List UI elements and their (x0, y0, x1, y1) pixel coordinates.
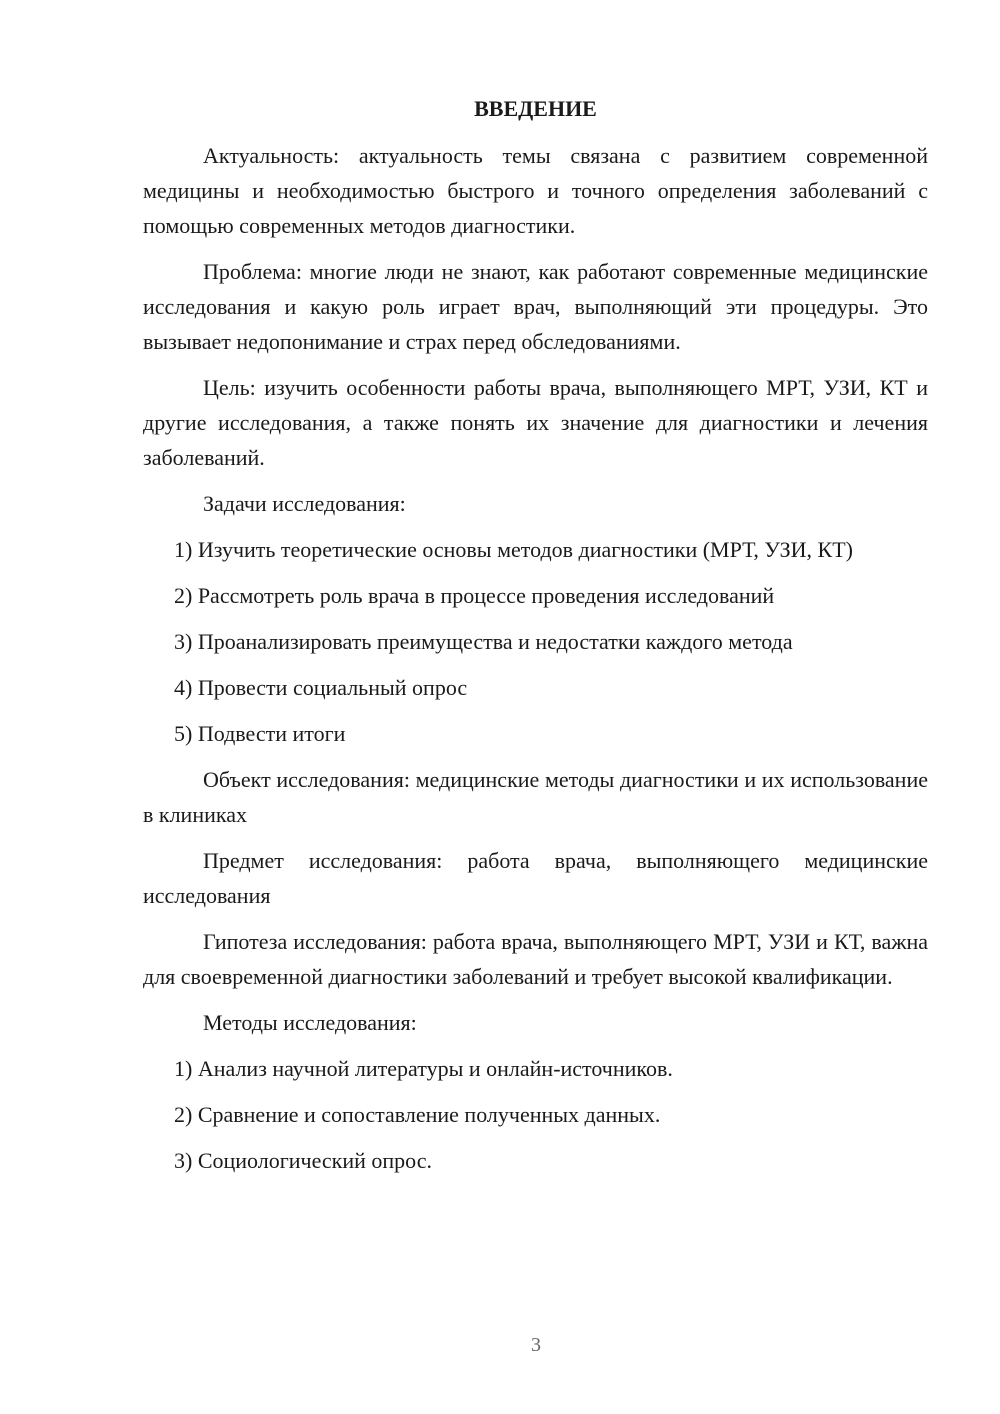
method-item-3: 3) Социологический опрос. (174, 1148, 432, 1173)
task-item-3: 3) Проанализировать преимущества и недостатки каждого метода (174, 629, 793, 654)
object-paragraph: Объект исследования: медицинские методы диагностики и их использование в клиниках (143, 767, 928, 827)
subject-paragraph: Предмет исследования: работа врача, выполняющего медицинские исследования (143, 848, 928, 908)
problem-paragraph: Проблема: многие люди не знают, как работают современные медицинские исследования и какую роль играет врач, выполняющий эти процедуры. Это вызывает недопонимание и страх перед обследованиями. (143, 259, 928, 354)
task-item-4: 4) Провести социальный опрос (174, 675, 468, 700)
tasks-heading: Задачи исследования: (203, 491, 406, 516)
page-number: 3 (531, 1334, 541, 1356)
task-item-2: 2) Рассмотреть роль врача в процессе проведения исследований (174, 583, 775, 608)
task-item-5: 5) Подвести итоги (174, 721, 346, 746)
method-item-2: 2) Сравнение и сопоставление полученных данных. (174, 1102, 661, 1127)
hypothesis-paragraph: Гипотеза исследования: работа врача, выполняющего МРТ, УЗИ и КТ, важна для своевременной диагностики заболеваний и требует высокой квалификации. (143, 929, 928, 989)
page-content (143, 94, 928, 1189)
relevance-paragraph: Актуальность: актуальность темы связана с развитием современной медицины и необходимостью быстрого и точного определения заболеваний с помощью современных методов диагностики. (143, 143, 928, 238)
goal-paragraph: Цель: изучить особенности работы врача, выполняющего МРТ, УЗИ, КТ и другие исследования, а также понять их значение для диагностики и лечения заболеваний. (143, 375, 928, 470)
page-title: ВВЕДЕНИЕ (474, 96, 597, 121)
method-item-1: 1) Анализ научной литературы и онлайн-источников. (174, 1056, 673, 1081)
task-item-1: 1) Изучить теоретические основы методов диагностики (МРТ, УЗИ, КТ) (174, 537, 853, 562)
methods-heading: Методы исследования: (203, 1010, 417, 1035)
